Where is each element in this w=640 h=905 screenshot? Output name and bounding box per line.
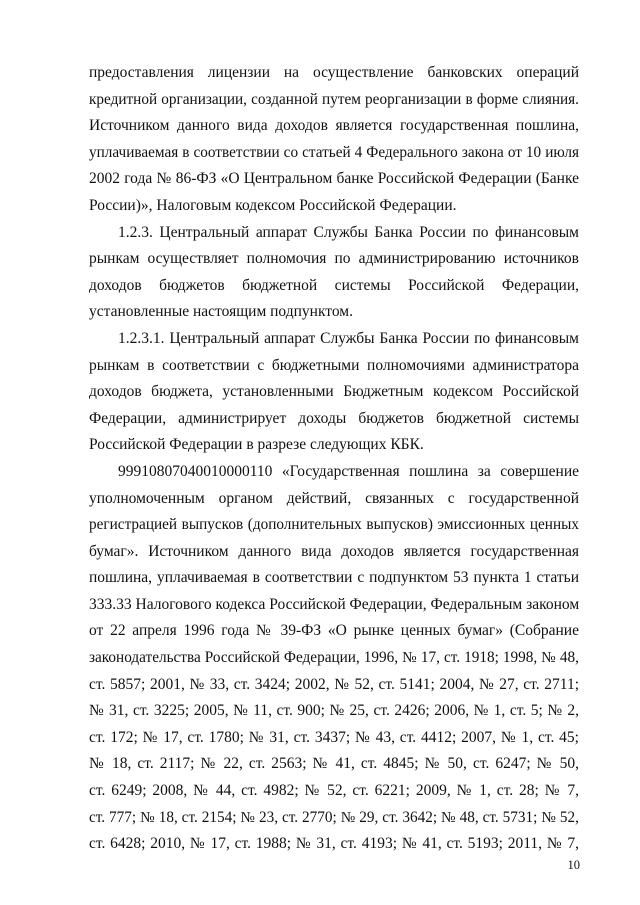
page-number: 10 (567, 858, 580, 872)
paragraph-1 (89, 60, 579, 220)
text-line: 1.2.3. Центральный аппарат Службы Банка России по финансовым (118, 223, 579, 241)
text-line: рынкам осуществляет полномочия по администрированию источников (89, 250, 579, 268)
text-line: 99910807040010000110 «Государственная пошлина за совершение (118, 462, 579, 480)
text-line: кредитной организации, созданной путем реорганизации в форме слияния. (89, 90, 579, 108)
text-line: предоставления лицензии на осуществление банковских операций (89, 64, 579, 81)
text-line: ст. 6249; 2008, № 44, ст. 4982; № 52, ст. 6221; 2009, № 1, ст. 28; № 7, (89, 782, 579, 800)
text-line: Источником данного вида доходов является государственная пошлина, (89, 117, 579, 135)
text-line: № 31, ст. 3225; 2005, № 11, ст. 900; № 25, ст. 2426; 2006, № 1, ст. 5; № 2, (89, 702, 579, 720)
text-line: 1.2.3.1. Центральный аппарат Службы Банка России по финансовым (118, 329, 579, 347)
text-line: 2002 года № 86-ФЗ «О Центральном банке Российской Федерации (Банке (89, 170, 579, 188)
text-line: ст. 6428; 2010, № 17, ст. 1988; № 31, ст. 4193; № 41, ст. 5193; 2011, № 7, (89, 835, 579, 853)
text-line: ст. 777; № 18, ст. 2154; № 23, ст. 2770; № 29, ст. 3642; № 48, ст. 5731; № 52, (89, 808, 579, 826)
text-line: Федерации, администрирует доходы бюджетов бюджетной системы (89, 409, 579, 427)
text-line: доходов бюджета, установленными Бюджетным кодексом Российской (89, 383, 579, 401)
text-line: законодательства Российской Федерации, 1996, № 17, ст. 1918; 1998, № 48, (89, 649, 579, 667)
text-line: ст. 5857; 2001, № 33, ст. 3424; 2002, № 52, ст. 5141; 2004, № 27, ст. 2711; (89, 675, 579, 693)
text-line: рынкам в соответствии с бюджетными полномочиями администратора (89, 356, 579, 374)
text-line: доходов бюджетов бюджетной системы Российской Федерации, (89, 276, 579, 294)
text-line: уполномоченным органом действий, связанных с государственной (89, 489, 579, 507)
paragraph-4 (89, 459, 579, 858)
text-line: ст. 172; № 17, ст. 1780; № 31, ст. 3437; № 43, ст. 4412; 2007, № 1, ст. 45; (89, 728, 579, 746)
text-line: Российской Федерации в разрезе следующих КБК. (89, 436, 424, 454)
text-line: России)», Налоговым кодексом Российской Федерации. (89, 196, 457, 214)
paragraph-3 (89, 326, 579, 459)
text-line: установленные настоящим подпунктом. (89, 303, 353, 321)
text-line: № 18, ст. 2117; № 22, ст. 2563; № 41, ст. 4845; № 50, ст. 6247; № 50, (89, 755, 579, 773)
text-line: уплачиваемая в соответствии со статьей 4 Федерального закона от 10 июля (89, 143, 579, 161)
document-body (89, 60, 579, 858)
text-line: пошлина, уплачиваемая в соответствии с подпунктом 53 пункта 1 статьи (89, 569, 579, 587)
text-line: от 22 апреля 1996 года № 39-ФЗ «О рынке ценных бумаг» (Собрание (89, 622, 579, 640)
paragraph-2 (89, 220, 579, 326)
text-line: 333.33 Налогового кодекса Российской Федерации, Федеральным законом (89, 595, 580, 613)
text-line: регистрацией выпусков (дополнительных выпусков) эмиссионных ценных (89, 516, 579, 534)
text-line: бумаг». Источником данного вида доходов является государственная (89, 542, 579, 560)
